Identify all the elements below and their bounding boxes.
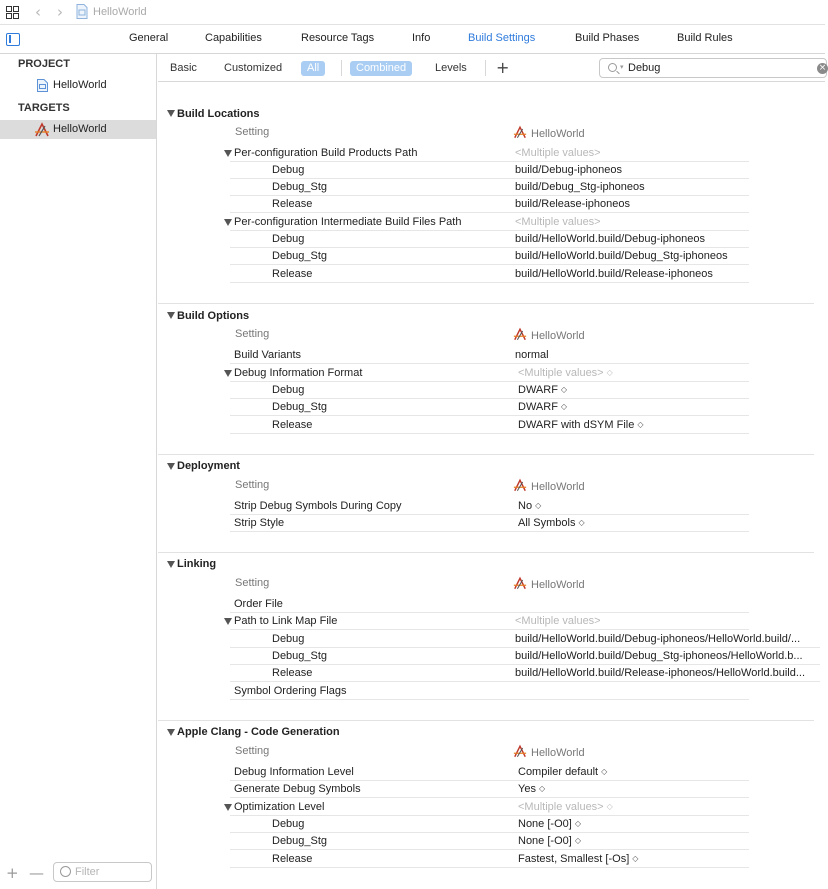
setting-name: Debug_Stg [272,835,328,847]
project-file-icon [37,79,48,92]
setting-value-text: Compiler default [518,766,599,778]
setting-name: Debug [272,818,305,830]
project-navigator [0,54,157,889]
disclosure-triangle-icon[interactable] [167,312,175,319]
setting-row[interactable] [230,382,749,399]
setting-value[interactable] [518,766,607,778]
divider [485,60,486,76]
setting-value[interactable]: build/HelloWorld.build/Release-iphoneos [515,268,713,280]
setting-name: Debug_Stg [272,181,328,193]
stepper-icon[interactable]: ◇ [606,368,613,377]
setting-value[interactable]: build/HelloWorld.build/Debug-iphoneos/HelloWorld.build/... [515,633,801,645]
tab-capabilities[interactable]: Capabilities [205,32,262,44]
add-icon[interactable]: + [6,864,19,882]
setting-row[interactable] [230,399,749,416]
forward-chevron-icon[interactable]: › [57,3,63,21]
setting-name: Strip Debug Symbols During Copy [234,500,402,512]
editor-tab-bar [0,26,825,54]
setting-row[interactable] [230,347,749,364]
setting-name: Symbol Ordering Flags [234,685,347,697]
setting-value[interactable]: build/Release-iphoneos [515,198,630,210]
setting-row[interactable] [230,179,749,196]
section-divider [158,303,814,304]
related-items-grid-icon[interactable] [6,6,19,19]
tab-general[interactable]: General [129,32,169,44]
stepper-icon[interactable]: ◇ [574,819,581,828]
back-chevron-icon[interactable]: ‹ [35,3,41,21]
disclosure-triangle-icon[interactable] [224,804,232,811]
section-title: Apple Clang - Code Generation [177,726,340,738]
setting-name: Generate Debug Symbols [234,783,361,795]
setting-name: Debug [272,633,305,645]
setting-value-text: <Multiple values> [518,801,604,813]
setting-value-text: Yes [518,783,536,795]
disclosure-triangle-icon[interactable] [167,729,175,736]
column-header-row [230,743,749,760]
target-column-header [513,479,585,493]
disclosure-triangle-icon[interactable] [224,370,232,377]
setting-value[interactable] [518,384,567,396]
tab-resource-tags[interactable]: Resource Tags [301,32,375,44]
setting-row[interactable] [230,613,749,630]
setting-value-text: All Symbols [518,517,576,529]
setting-name: Debug_Stg [272,250,328,262]
setting-name: Debug Information Level [234,766,354,778]
setting-row[interactable] [230,365,749,382]
stepper-icon[interactable]: ◇ [538,784,546,793]
sidebar-item-label: HelloWorld [53,123,107,135]
setting-name: Release [272,853,313,865]
sidebar-filter-input[interactable] [53,862,152,882]
column-header-row [230,575,749,592]
setting-value[interactable] [518,401,567,413]
stepper-icon[interactable]: ◇ [560,385,568,394]
setting-value[interactable] [518,783,545,795]
app-target-icon [513,479,527,492]
remove-icon[interactable]: — [29,864,44,882]
setting-value-text: DWARF [518,401,558,413]
column-header-row [230,124,749,141]
stepper-icon[interactable]: ◇ [578,518,585,527]
clear-search-icon[interactable]: × [818,63,827,73]
setting-column-header: Setting [235,126,270,138]
target-column-label: HelloWorld [531,128,585,140]
setting-row[interactable] [230,266,749,283]
disclosure-triangle-icon[interactable] [167,463,175,470]
column-header-row [230,326,749,343]
setting-name: Path to Link Map File [234,615,338,627]
column-header-row [230,477,749,494]
filter-placeholder: Filter [75,866,100,878]
setting-name: Per-configuration Intermediate Build Files Path [234,216,462,228]
customized-button[interactable]: Customized [224,62,283,74]
search-options-chevron-icon[interactable]: ▾ [620,64,624,71]
setting-value[interactable] [518,801,613,813]
setting-value[interactable] [518,367,613,379]
stepper-icon[interactable]: ◇ [632,854,639,863]
tab-build-settings[interactable]: Build Settings [468,32,536,44]
section-title: Build Locations [177,108,260,120]
project-header: PROJECT [18,58,70,70]
section-divider [158,454,814,455]
section-title: Deployment [177,460,240,472]
setting-value[interactable]: build/HelloWorld.build/Debug_Stg-iphoneos/HelloWorld.b... [515,650,803,662]
setting-row[interactable] [230,648,820,665]
setting-row[interactable] [230,231,749,248]
setting-value-text: No [518,500,533,512]
search-icon [608,63,617,72]
setting-value-text: None [-O0] [518,835,572,847]
app-target-icon [513,577,527,590]
breadcrumb[interactable]: HelloWorld [93,6,147,18]
stepper-icon[interactable]: ◇ [574,836,581,845]
sidebar-item-project[interactable] [0,76,156,95]
stepper-icon[interactable]: ◇ [637,420,644,429]
section-divider [158,720,814,721]
all-button[interactable]: All [301,61,325,76]
stepper-icon[interactable]: ◇ [535,501,542,510]
setting-value[interactable]: build/HelloWorld.build/Debug_Stg-iphoneos [515,250,728,262]
setting-name: Debug_Stg [272,401,328,413]
section-divider [158,552,814,553]
setting-row[interactable] [230,665,820,682]
setting-row[interactable] [230,162,749,179]
setting-row[interactable] [230,498,749,515]
levels-button[interactable]: Levels [435,62,467,74]
setting-value-text: Fastest, Smallest [-Os] [518,853,630,865]
setting-name: Debug [272,384,305,396]
setting-value[interactable]: <Multiple values> [515,615,601,627]
setting-value-text: DWARF with dSYM File [518,419,635,431]
target-column-header [513,577,585,591]
setting-value[interactable] [518,500,541,512]
sidebar-item-label: HelloWorld [53,79,107,91]
tab-build-rules[interactable]: Build Rules [677,32,733,44]
targets-header: TARGETS [18,102,70,114]
app-target-icon [513,328,527,341]
setting-row[interactable] [230,596,749,613]
setting-value[interactable] [518,818,581,830]
project-file-icon [76,4,88,19]
sidebar-item-target[interactable] [0,120,156,139]
section-title: Linking [177,558,217,570]
setting-value[interactable]: build/Debug_Stg-iphoneos [515,181,645,193]
setting-value[interactable] [518,835,581,847]
target-column-header [513,328,585,342]
target-column-label: HelloWorld [531,481,585,493]
settings-search-input[interactable] [599,58,827,78]
setting-row[interactable] [230,851,749,868]
stepper-icon[interactable]: ◇ [560,402,568,411]
setting-name: Debug_Stg [272,650,328,662]
setting-row[interactable] [230,764,749,781]
disclosure-triangle-icon[interactable] [167,561,175,568]
basic-button[interactable]: Basic [170,62,197,74]
toolbar [0,0,825,25]
setting-name: Release [272,419,313,431]
setting-row[interactable] [230,631,820,648]
setting-name: Build Variants [234,349,302,361]
stepper-icon[interactable]: ◇ [601,767,608,776]
app-target-icon [513,745,527,758]
disclosure-triangle-icon[interactable] [224,219,232,226]
setting-row[interactable] [230,214,749,231]
setting-row[interactable] [230,683,749,700]
setting-name: Release [272,198,313,210]
disclosure-triangle-icon[interactable] [224,150,232,157]
setting-name: Optimization Level [234,801,325,813]
setting-row[interactable] [230,248,749,265]
target-column-label: HelloWorld [531,747,585,759]
setting-name: Release [272,667,313,679]
target-column-header [513,126,585,140]
setting-name: Per-configuration Build Products Path [234,147,418,159]
tab-info[interactable]: Info [412,32,431,44]
setting-name: Debug [272,233,305,245]
app-target-icon [34,123,50,137]
add-setting-icon[interactable]: + [496,58,510,77]
setting-value[interactable]: build/Debug-iphoneos [515,164,623,176]
target-column-label: HelloWorld [531,579,585,591]
target-column-label: HelloWorld [531,330,585,342]
setting-row[interactable] [230,417,749,434]
setting-row[interactable] [230,833,749,850]
disclosure-triangle-icon[interactable] [224,618,232,625]
setting-value[interactable]: <Multiple values> [515,216,601,228]
setting-column-header: Setting [235,328,270,340]
setting-row[interactable] [230,515,749,532]
search-value: Debug [628,62,661,74]
divider [341,60,342,76]
setting-value[interactable]: build/HelloWorld.build/Debug-iphoneos [515,233,705,245]
stepper-icon[interactable]: ◇ [606,802,613,811]
target-column-header [513,745,585,759]
setting-value[interactable]: <Multiple values> [515,147,601,159]
setting-row[interactable] [230,145,749,162]
setting-column-header: Setting [235,577,270,589]
tab-build-phases[interactable]: Build Phases [575,32,640,44]
setting-value[interactable] [518,517,585,529]
setting-name: Strip Style [234,517,285,529]
setting-value[interactable]: normal [515,349,549,361]
disclosure-triangle-icon[interactable] [167,110,175,117]
build-settings-table [158,83,825,889]
setting-name: Release [272,268,313,280]
setting-row[interactable] [230,781,749,798]
setting-row[interactable] [230,196,749,213]
setting-column-header: Setting [235,745,270,757]
setting-value[interactable] [518,419,643,431]
section-title: Build Options [177,310,250,322]
setting-value[interactable]: build/HelloWorld.build/Release-iphoneos/HelloWorld.build... [515,667,806,679]
app-target-icon [513,126,527,139]
setting-column-header: Setting [235,479,270,491]
setting-row[interactable] [230,816,749,833]
setting-name: Debug [272,164,305,176]
build-settings-filter-bar [158,55,825,82]
setting-name: Debug Information Format [234,367,363,379]
setting-row[interactable] [230,799,749,816]
filter-icon [60,866,71,877]
setting-name: Order File [234,598,283,610]
sidebar-toggle-icon[interactable] [6,33,20,46]
setting-value-text: <Multiple values> [518,367,604,379]
setting-value-text: DWARF [518,384,558,396]
setting-value-text: None [-O0] [518,818,572,830]
combined-button[interactable]: Combined [350,61,412,76]
setting-value[interactable] [518,853,638,865]
